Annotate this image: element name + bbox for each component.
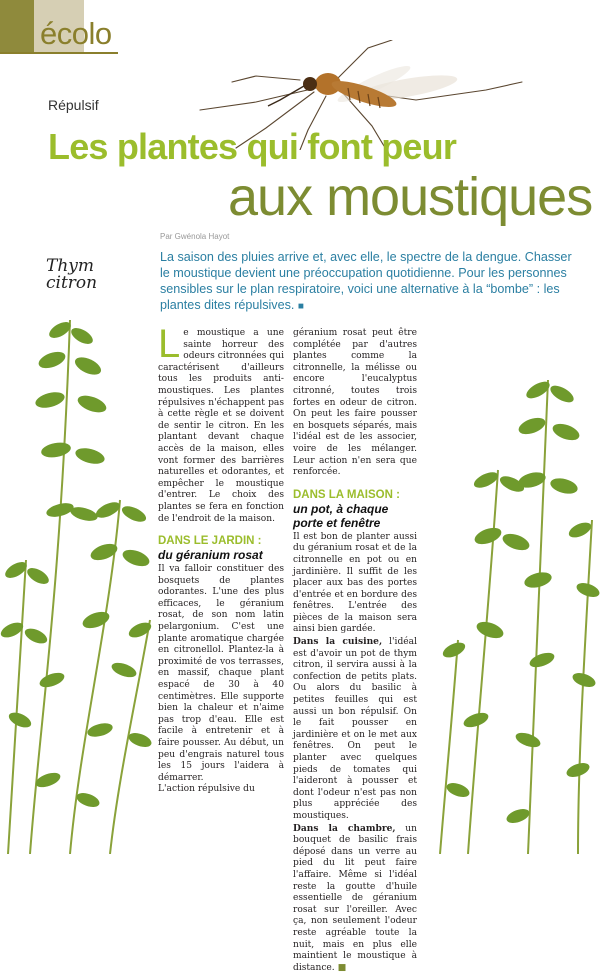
- maison-subheading-line-2: porte et fenêtre: [293, 515, 381, 530]
- title-line-2: aux moustiques: [228, 167, 593, 227]
- jardin-paragraph-2-cont: géranium rosat peut être complétée par d'autres plantes comme la citronnelle, la mélisse ou encore l'eucalyptus citronné, toutes trois fortes en odeur de citron. On peut les faire pousser en bosquets séparés, mais l'idéal est de les associer, voire de les mélanger. Leur action n'en sera que renforcée.: [293, 328, 417, 478]
- chambre-lead-in: Dans la chambre,: [293, 822, 396, 834]
- plant-caption: [46, 258, 97, 292]
- jardin-heading: DANS LE JARDIN :: [158, 535, 262, 548]
- lead-paragraph: [160, 249, 576, 315]
- thyme-image-right: [428, 360, 604, 854]
- article-end-mark: ■: [337, 962, 347, 973]
- lead-text: La saison des pluies arrive et, avec elle, le spectre de la dengue. Chasser le moustique devient une préoccupation quotidienne. Pour les personnes sensibles sur le plan respiratoire, voici une alternative à la “bombe” : les plantes dites répulsives.: [160, 250, 572, 312]
- chambre-text: un bouquet de basilic frais déposé dans un verre au pied du lit peut faire l'affaire. Même si l'idéal reste la goutte d'huile essentielle de géranium rosat sur l'oreiller. Avec ça, non seulement l'odeur reste agréable toute la nuit, mais en plus elle maintient le moustique à distance.: [293, 823, 417, 973]
- byline: Par Gwénola Hayot: [160, 232, 230, 241]
- plant-caption-line-2: citron: [46, 273, 98, 293]
- plant-caption-line-1: Thym: [46, 256, 95, 276]
- jardin-subheading: du géranium rosat: [158, 548, 263, 563]
- cuisine-paragraph: [293, 636, 417, 823]
- intro-text: e moustique a une sainte horreur des odeurs citronnées qui caractérisent d'ailleurs tous les produits anti-moustiques. Les plantes répulsives n'échappent pas à cette règle et se doivent de sentir le citron. En les plantant devant chaque accès de la maison, elles vont former des barrières naturelles et odorantes, et empêcher le moustique d'entrer. Le choix des plantes se fera en fonction de l'endroit de la maison.: [158, 328, 284, 524]
- title-line-1: Les plantes qui font peur: [48, 126, 457, 167]
- chambre-paragraph: [293, 823, 417, 974]
- cuisine-lead-in: Dans la cuisine,: [293, 636, 383, 648]
- intro-paragraph: [158, 322, 284, 525]
- thyme-image-left: [0, 300, 162, 854]
- article-column-1: [158, 322, 284, 796]
- cuisine-text: l'idéal est d'avoir un pot de thym citron, il servira aussi à la confection de petits plats. Ou alors du basilic à petites feuilles qui est aussi un bon répulsif. On le fait pousser en jardinière et on le met aux fenêtres. On peut le planter avec quelques pieds de tomates qui l'aideront à pousser et dont l'odeur n'est pas non plus appréciée des moustiques.: [293, 637, 417, 821]
- drop-cap: L: [158, 322, 181, 366]
- article-column-2: [293, 328, 417, 974]
- maison-heading: DANS LA MAISON :: [293, 488, 400, 501]
- header-tab-dark: [0, 0, 34, 52]
- maison-paragraph: Il est bon de planter aussi du géranium rosat et de la citronnelle en pot ou en jardinière. Il suffit de les placer aux bas des portes d'entrée et en bordure des fenêtres. L'entrée des pièces de la maison sera ainsi bien gardée.: [293, 531, 417, 635]
- article-kicker: Répulsif: [48, 97, 99, 113]
- maison-subheading-line-1: un pot, à chaque: [293, 501, 389, 516]
- jardin-paragraph: Il va falloir constituer des bosquets de plantes odorantes. L'une des plus efficaces, le géranium rosat, de son nom latin pelargonium. C'est une plante aromatique chargée en citronellol. Plantez-la à proximité de vos terrasses, en massif, chaque plant espacé de 30 à 40 centimètres. Elle supporte bien la chaleur et n'aime pas trop d'eau. Elle est facile à entretenir et à faire pousser. Au début, un peu d'engrais naturel tous les 15 jours l'aidera à démarrer.: [158, 564, 284, 783]
- jardin-paragraph-2: L'action répulsive du: [158, 784, 255, 795]
- header-rule: [0, 52, 118, 54]
- section-rubric: écolo: [40, 16, 112, 51]
- lead-end-mark: ■: [297, 301, 304, 312]
